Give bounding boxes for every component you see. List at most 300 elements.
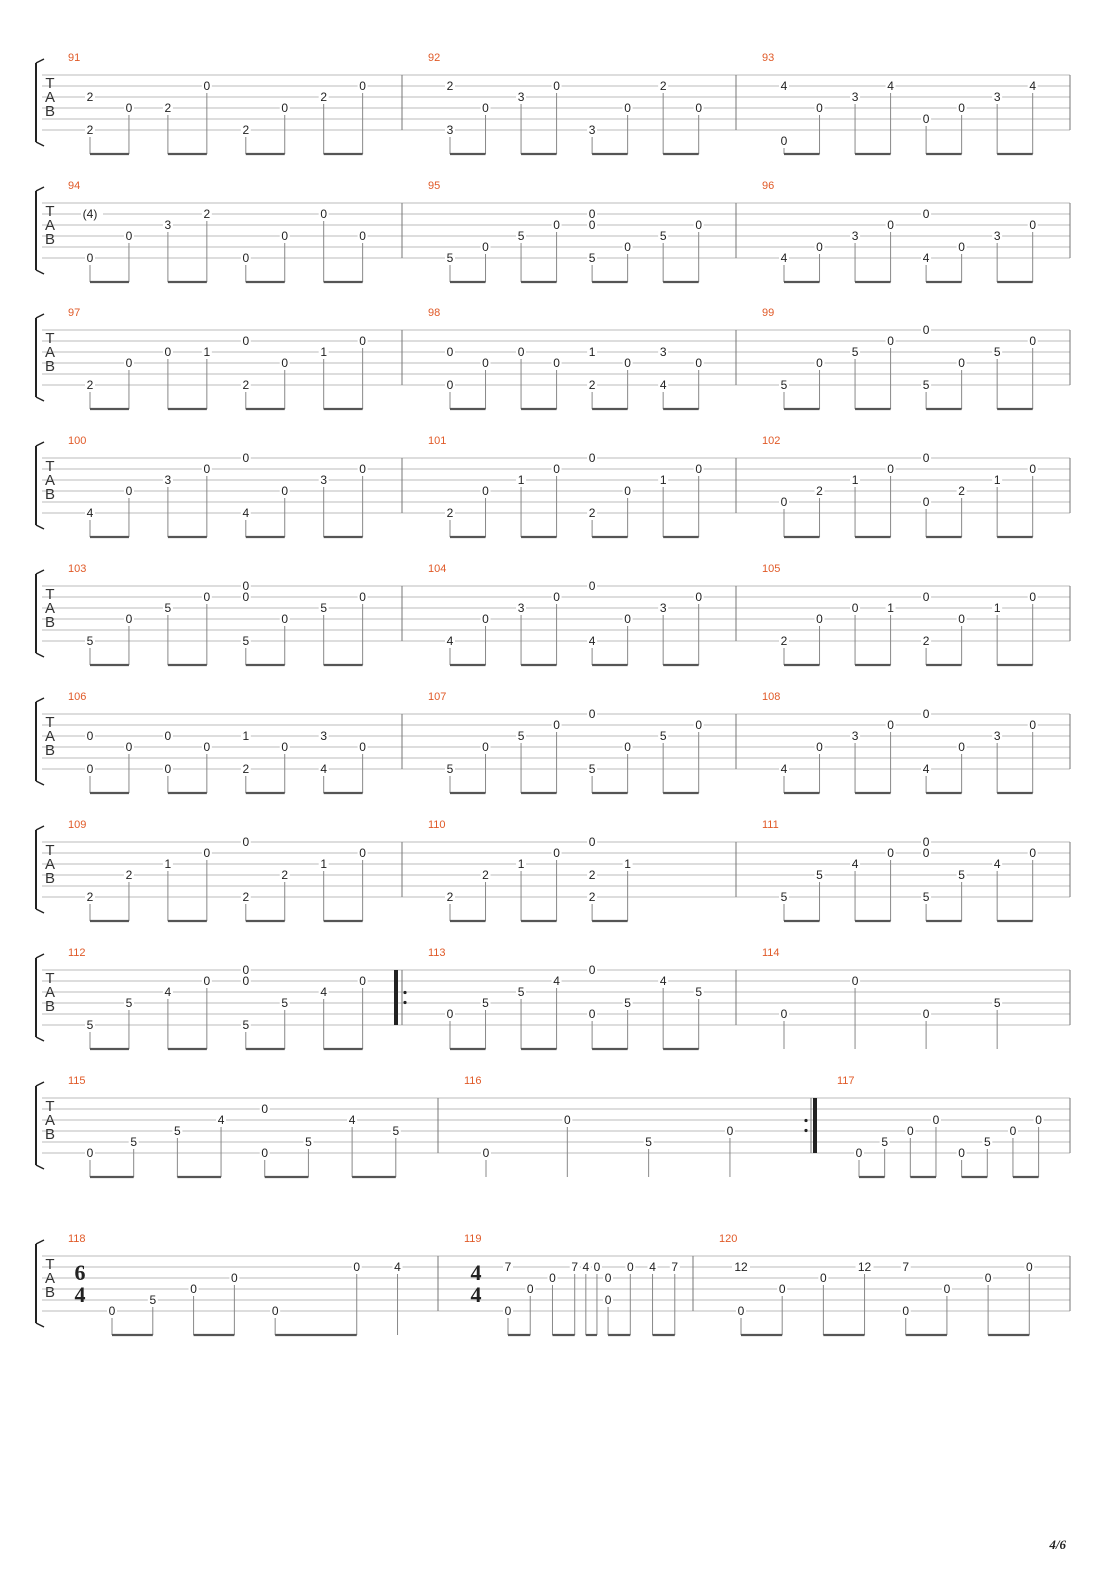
fret-number: 5: [695, 985, 703, 999]
fret-number: 0: [737, 1304, 745, 1318]
page-number: 4/6: [1049, 1537, 1066, 1552]
fret-number: 0: [359, 79, 366, 93]
fret-number: 0: [86, 1146, 94, 1160]
fret-number: 0: [261, 1146, 269, 1160]
fret-number: 0: [922, 1007, 930, 1021]
fret-number: 0: [320, 207, 328, 221]
fret-number: 5: [993, 345, 1001, 359]
fret-number: 0: [624, 740, 631, 754]
fret-number: 5: [149, 1293, 157, 1307]
fret-number: 0: [281, 740, 289, 754]
fret-number: 2: [588, 506, 596, 520]
fret-number: 0: [125, 101, 133, 115]
fret-number: 0: [604, 1271, 612, 1285]
fret-number: 0: [482, 740, 489, 754]
fret-number: 3: [993, 229, 1001, 243]
fret-number: 0: [125, 229, 133, 243]
fret-number: 0: [108, 1304, 116, 1318]
system-bracket-hook: [36, 1082, 44, 1169]
fret-number: 0: [446, 345, 454, 359]
fret-number: 4: [394, 1260, 401, 1274]
measure-number: 92: [428, 52, 441, 64]
fret-number: 4: [588, 634, 596, 648]
tab-clef-letter: B: [44, 486, 56, 503]
fret-number: 2: [242, 762, 250, 776]
tab-clef-letter: B: [44, 1126, 56, 1143]
fret-number: 4: [887, 79, 894, 93]
fret-number: 0: [984, 1271, 992, 1285]
measure-number: 111: [762, 819, 779, 831]
fret-number: 0: [922, 323, 930, 337]
fret-number: 4: [922, 762, 930, 776]
fret-number: 0: [851, 974, 859, 988]
fret-number: 0: [887, 718, 894, 732]
fret-number: 0: [553, 846, 560, 860]
fret-number: 3: [164, 473, 172, 487]
fret-number: 0: [958, 356, 965, 370]
fret-number: 0: [816, 740, 823, 754]
fret-number: 0: [695, 718, 703, 732]
fret-number: 2: [164, 101, 172, 115]
time-signature-denominator: 4: [74, 1282, 86, 1307]
fret-number: 1: [517, 857, 525, 871]
fret-number: 0: [943, 1282, 951, 1296]
fret-number: 0: [958, 740, 965, 754]
fret-number: 1: [517, 473, 525, 487]
fret-number: 4: [993, 857, 1001, 871]
tab-system: [36, 442, 1070, 537]
fret-number: 0: [902, 1304, 910, 1318]
fret-number: 0: [203, 462, 211, 476]
measure-number: 100: [68, 435, 87, 447]
fret-number: 0: [922, 707, 930, 721]
tab-clef-letter: A: [44, 600, 56, 617]
repeat-start-thick-bar: [394, 970, 398, 1025]
tab-clef-letter: A: [44, 728, 56, 745]
fret-number: 0: [504, 1304, 512, 1318]
fret-number: 0: [86, 729, 94, 743]
fret-number: 0: [1035, 1113, 1042, 1127]
fret-number: 0: [1029, 462, 1037, 476]
fret-number: 0: [203, 79, 211, 93]
fret-number: 0: [359, 462, 366, 476]
fret-number: 5: [164, 601, 172, 615]
fret-number: 0: [624, 612, 631, 626]
fret-number: 1: [320, 857, 328, 871]
fret-number: 1: [242, 729, 250, 743]
fret-number: 4: [348, 1113, 356, 1127]
fret-number: 0: [553, 218, 560, 232]
measure-number: 91: [68, 52, 81, 64]
fret-number: 5: [517, 229, 525, 243]
fret-number: 0: [604, 1293, 612, 1307]
fret-number: 0: [482, 240, 489, 254]
fret-number: 0: [482, 356, 489, 370]
fret-number: 5: [242, 1018, 250, 1032]
fret-number: 2: [446, 79, 454, 93]
tab-clef-letter: T: [45, 458, 55, 475]
fret-number: 0: [281, 101, 289, 115]
fret-number: 0: [588, 207, 596, 221]
measure-number: 101: [428, 435, 447, 447]
system-bracket-hook: [36, 314, 44, 401]
repeat-dot: [804, 1129, 807, 1132]
fret-number: 2: [816, 484, 823, 498]
fret-number: 0: [816, 240, 823, 254]
fret-number: 0: [695, 356, 703, 370]
fret-number: 0: [922, 207, 930, 221]
system-bracket-hook: [36, 1240, 44, 1327]
fret-number: 0: [588, 835, 596, 849]
time-signature-denominator: 4: [470, 1282, 482, 1307]
fret-number: 0: [816, 356, 823, 370]
fret-number: 0: [624, 101, 631, 115]
fret-number: 0: [593, 1260, 601, 1274]
fret-number: 0: [164, 729, 172, 743]
fret-number: 0: [482, 612, 489, 626]
fret-number: 0: [242, 579, 250, 593]
fret-number: 0: [359, 590, 366, 604]
fret-number: 0: [1029, 718, 1037, 732]
fret-number: 0: [887, 218, 894, 232]
fret-number: 0: [588, 963, 596, 977]
fret-number: 3: [517, 601, 525, 615]
tab-system: [36, 59, 1070, 154]
fret-number: 2: [242, 890, 250, 904]
fret-number: 0: [353, 1260, 361, 1274]
fret-number: 0: [553, 718, 560, 732]
fret-number: 2: [242, 123, 250, 137]
fret-number: 5: [86, 634, 94, 648]
fret-number: (4): [82, 207, 98, 221]
fret-number: 0: [695, 462, 703, 476]
fret-number: 0: [359, 229, 366, 243]
fret-number: 0: [922, 846, 930, 860]
fret-number: 0: [922, 590, 930, 604]
time-signature-numerator: 4: [470, 1260, 482, 1285]
fret-number: 2: [320, 90, 328, 104]
fret-number: 4: [164, 985, 172, 999]
measure-number: 110: [428, 819, 446, 831]
system-bracket-hook: [36, 442, 44, 529]
repeat-dot: [403, 1001, 406, 1004]
tab-clef-letter: A: [44, 856, 56, 873]
fret-number: 0: [563, 1113, 571, 1127]
fret-number: 0: [553, 590, 560, 604]
fret-number: 0: [281, 229, 289, 243]
measure-number: 99: [762, 307, 775, 319]
tab-clef-letter: A: [44, 984, 56, 1001]
fret-number: 1: [320, 345, 328, 359]
fret-number: 0: [86, 251, 94, 265]
fret-number: 0: [887, 462, 894, 476]
fret-number: 2: [446, 890, 454, 904]
measure-number: 105: [762, 563, 781, 575]
tab-clef-letter: A: [44, 89, 56, 106]
fret-number: 5: [242, 634, 250, 648]
fret-number: 0: [1029, 334, 1037, 348]
fret-number: 5: [305, 1135, 312, 1149]
fret-number: 0: [626, 1260, 634, 1274]
fret-number: 5: [983, 1135, 991, 1149]
fret-number: 0: [359, 974, 366, 988]
fret-number: 0: [446, 378, 454, 392]
system-bracket-hook: [36, 698, 44, 785]
tab-clef-letter: T: [45, 75, 55, 92]
fret-number: 4: [217, 1113, 225, 1127]
system-bracket-hook: [36, 954, 44, 1041]
measure-number: 108: [762, 691, 781, 703]
fret-number: 7: [571, 1260, 579, 1274]
fret-number: 4: [553, 974, 560, 988]
fret-number: 3: [993, 729, 1001, 743]
fret-number: 0: [242, 590, 250, 604]
fret-number: 4: [446, 634, 454, 648]
tab-clef-letter: T: [45, 970, 55, 987]
repeat-end-thick-bar: [813, 1098, 817, 1153]
fret-number: 0: [922, 451, 930, 465]
measure-number: 94: [68, 180, 81, 192]
fret-number: 0: [517, 345, 525, 359]
tab-clef-letter: T: [45, 330, 55, 347]
measure-number: 112: [68, 947, 86, 959]
fret-number: 2: [242, 378, 250, 392]
measure-number: 98: [428, 307, 441, 319]
fret-number: 0: [242, 451, 250, 465]
fret-number: 1: [164, 857, 172, 871]
fret-number: 0: [281, 484, 289, 498]
fret-number: 12: [734, 1260, 748, 1274]
fret-number: 2: [780, 634, 788, 648]
tab-system: [36, 1082, 1070, 1177]
fret-number: 0: [851, 601, 859, 615]
fret-number: 0: [922, 835, 930, 849]
fret-number: 4: [780, 251, 788, 265]
fret-number: 0: [780, 495, 788, 509]
fret-number: 0: [242, 334, 250, 348]
fret-number: 4: [922, 251, 930, 265]
fret-number: 0: [482, 1146, 490, 1160]
fret-number: 0: [1009, 1124, 1017, 1138]
fret-number: 0: [86, 762, 94, 776]
fret-number: 0: [695, 101, 703, 115]
fret-number: 0: [887, 334, 894, 348]
measure-number: 118: [68, 1233, 86, 1245]
fret-number: 0: [482, 101, 489, 115]
fret-number: 2: [958, 484, 965, 498]
measure-number: 115: [68, 1075, 86, 1087]
tab-clef-letter: B: [44, 742, 56, 759]
fret-number: 5: [86, 1018, 94, 1032]
measure-number: 106: [68, 691, 87, 703]
fret-number: 0: [242, 963, 250, 977]
fret-number: 0: [164, 762, 172, 776]
fret-number: 0: [203, 974, 211, 988]
fret-number: 0: [922, 495, 930, 509]
fret-number: 3: [164, 218, 172, 232]
fret-number: 5: [517, 985, 525, 999]
fret-number: 5: [816, 868, 823, 882]
fret-number: 3: [851, 229, 859, 243]
fret-number: 4: [86, 506, 94, 520]
tab-clef-letter: A: [44, 1112, 56, 1129]
system-bracket-hook: [36, 59, 44, 146]
fret-number: 3: [517, 90, 525, 104]
fret-number: 0: [958, 612, 965, 626]
fret-number: 2: [86, 890, 94, 904]
fret-number: 4: [242, 506, 250, 520]
fret-number: 5: [125, 996, 133, 1010]
fret-number: 2: [203, 207, 211, 221]
fret-number: 3: [588, 123, 596, 137]
fret-number: 0: [553, 79, 560, 93]
measure-number: 113: [428, 947, 446, 959]
measure-number: 96: [762, 180, 775, 192]
fret-number: 0: [1025, 1260, 1033, 1274]
fret-number: 0: [242, 974, 250, 988]
fret-number: 0: [906, 1124, 914, 1138]
fret-number: 2: [659, 79, 667, 93]
fret-number: 2: [922, 634, 930, 648]
fret-number: 1: [851, 473, 859, 487]
fret-number: 5: [993, 996, 1001, 1010]
fret-number: 0: [1029, 218, 1037, 232]
tab-clef-letter: T: [45, 203, 55, 220]
fret-number: 5: [130, 1135, 138, 1149]
fret-number: 0: [958, 101, 965, 115]
tab-clef-letter: B: [44, 358, 56, 375]
fret-number: 4: [780, 762, 788, 776]
fret-number: 4: [659, 378, 667, 392]
fret-number: 0: [855, 1146, 863, 1160]
fret-number: 3: [320, 729, 328, 743]
fret-number: 4: [780, 79, 788, 93]
fret-number: 4: [649, 1260, 656, 1274]
fret-number: 4: [582, 1260, 590, 1274]
fret-number: 0: [958, 240, 965, 254]
fret-number: 3: [320, 473, 328, 487]
tab-clef-letter: B: [44, 870, 56, 887]
tab-clef-letter: T: [45, 1256, 55, 1273]
fret-number: 0: [816, 101, 823, 115]
measure-number: 95: [428, 180, 441, 192]
fret-number: 0: [778, 1282, 786, 1296]
fret-number: 0: [203, 740, 211, 754]
fret-number: 0: [780, 134, 788, 148]
fret-number: 5: [922, 890, 930, 904]
fret-number: 0: [624, 484, 631, 498]
fret-number: 5: [780, 378, 788, 392]
system-bracket-hook: [36, 187, 44, 274]
fret-number: 0: [125, 740, 133, 754]
fret-number: 2: [588, 378, 596, 392]
fret-number: 2: [86, 378, 94, 392]
fret-number: 7: [902, 1260, 910, 1274]
measure-number: 116: [464, 1075, 482, 1087]
tab-clef-letter: A: [44, 1270, 56, 1287]
fret-number: 0: [588, 1007, 596, 1021]
fret-number: 2: [281, 868, 289, 882]
fret-number: 0: [164, 345, 172, 359]
fret-number: 0: [958, 1146, 965, 1160]
fret-number: 5: [392, 1124, 400, 1138]
tab-clef-letter: B: [44, 614, 56, 631]
fret-number: 7: [504, 1260, 512, 1274]
repeat-dot: [403, 991, 406, 994]
measure-number: 117: [837, 1075, 855, 1087]
fret-number: 0: [190, 1282, 197, 1296]
fret-number: 0: [1029, 846, 1037, 860]
tab-clef-letter: T: [45, 1098, 55, 1115]
repeat-dot: [804, 1119, 807, 1122]
fret-number: 5: [922, 378, 930, 392]
fret-number: 0: [726, 1124, 734, 1138]
fret-number: 5: [659, 229, 667, 243]
fret-number: 0: [588, 218, 596, 232]
measure-number: 104: [428, 563, 447, 575]
tab-system: [36, 826, 1070, 921]
fret-number: 2: [588, 890, 596, 904]
fret-number: 5: [482, 996, 489, 1010]
fret-number: 3: [659, 345, 667, 359]
fret-number: 0: [125, 484, 133, 498]
tab-clef-letter: T: [45, 714, 55, 731]
measure-number: 109: [68, 819, 87, 831]
tab-clef-letter: B: [44, 998, 56, 1015]
fret-number: 2: [482, 868, 489, 882]
tab-clef-letter: A: [44, 472, 56, 489]
measure-number: 97: [68, 307, 81, 319]
fret-number: 1: [993, 601, 1001, 615]
tab-clef-letter: B: [44, 231, 56, 248]
measure-number: 103: [68, 563, 87, 575]
fret-number: 1: [203, 345, 211, 359]
fret-number: 3: [993, 90, 1001, 104]
fret-number: 0: [261, 1102, 269, 1116]
measure-number: 114: [762, 947, 780, 959]
fret-number: 5: [881, 1135, 889, 1149]
fret-number: 0: [242, 251, 250, 265]
fret-number: 1: [624, 857, 631, 871]
fret-number: 5: [588, 251, 596, 265]
fret-number: 3: [446, 123, 454, 137]
fret-number: 0: [242, 835, 250, 849]
tab-system: [36, 954, 1070, 1049]
measure-number: 107: [428, 691, 447, 703]
system-bracket-hook: [36, 826, 44, 913]
fret-number: 0: [780, 1007, 788, 1021]
fret-number: 0: [359, 846, 366, 860]
system-bracket-hook: [36, 570, 44, 657]
fret-number: 4: [320, 985, 328, 999]
fret-number: 2: [86, 90, 94, 104]
fret-number: 0: [624, 356, 631, 370]
fret-number: 5: [174, 1124, 181, 1138]
fret-number: 5: [446, 251, 454, 265]
tab-system: [36, 698, 1070, 793]
fret-number: 0: [695, 590, 703, 604]
fret-number: 0: [231, 1271, 238, 1285]
fret-number: 5: [588, 762, 596, 776]
fret-number: 4: [659, 974, 667, 988]
tab-clef-letter: B: [44, 1284, 56, 1301]
tab-clef-letter: B: [44, 103, 56, 120]
fret-number: 5: [851, 345, 859, 359]
fret-number: 0: [271, 1304, 279, 1318]
fret-number: 2: [446, 506, 454, 520]
fret-number: 1: [887, 601, 894, 615]
measure-number: 119: [464, 1233, 482, 1245]
